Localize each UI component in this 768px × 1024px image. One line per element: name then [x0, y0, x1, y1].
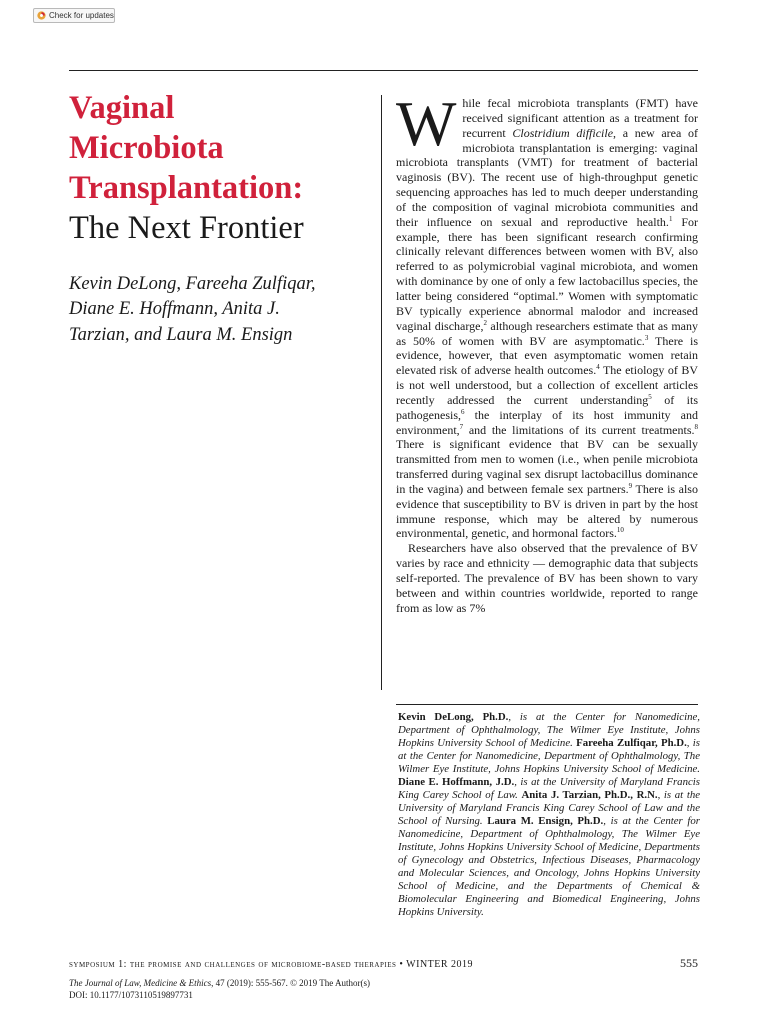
footnote-ref[interactable]: 4 — [596, 363, 600, 372]
footnote-ref[interactable]: 5 — [648, 392, 652, 401]
check-for-updates-badge[interactable] — [33, 8, 115, 23]
title-line-2: Microbiota — [69, 130, 224, 166]
text-run: hile fecal microbiota transplants (FMT) have received significant attention as a treatment for recurrent — [462, 96, 698, 140]
affiliation-text: , is at the Center for Nanomedicine, Department of Ophthalmology, The Wilmer Eye Institute, Johns Hopkins University School of Medicine, Departments of Gynecology and Obstetrics, Infectious Diseases, Pharmacology and Molecular Sciences, and Oncology, Johns Hopkins University School of Medicine, and the Departments of Chemical & Biomolecular Engineering and Biomedical Engineering, Johns Hopkins University. — [398, 815, 700, 918]
page-number: 555 — [680, 956, 698, 970]
paragraph-1 — [396, 96, 698, 541]
doi-link[interactable]: DOI: 10.1177/1073110519897731 — [69, 990, 193, 1000]
text-run: There is significant evidence that BV can be sexually transmitted from men to women (i.e., when penile microbiota transferred during vaginal sex disrupt lactobacillus dominance in the vagina) and between female sex partners. — [396, 437, 698, 496]
author-name: Laura M. Ensign, Ph.D. — [487, 815, 604, 827]
text-run: and the limitations of its current treatments. — [463, 422, 695, 437]
footnote-ref[interactable]: 1 — [668, 214, 673, 223]
text-run: the interplay of its host immunity and environment, — [396, 407, 698, 437]
title-block — [69, 88, 374, 348]
footnote-ref[interactable]: 2 — [483, 318, 487, 327]
author-name: Kevin DeLong, Ph.D. — [398, 711, 509, 723]
author-name: Fareeha Zulfiqar, Ph.D. — [576, 737, 687, 749]
affiliation-text: , is at the Center for Nanomedicine, Department of Ophthalmology, The Wilmer Eye Institute, Johns Hopkins University School of Medicine. — [398, 737, 700, 775]
text-run: There is also evidence that susceptibility to BV is driven in part by the host immune response, which may be altered by numerous environmental, genetic, and hormonal factors. — [396, 481, 698, 541]
author-list — [69, 272, 374, 348]
badge-label: Check for updates — [49, 11, 114, 20]
citation-details: , 47 (2019): 555-567. © 2019 The Author(s) — [211, 978, 370, 988]
author-line-3: Tarzian, and Laura M. Ensign — [69, 324, 293, 345]
text-run: although researchers estimate that as many as 50% of women with BV are asymptomatic. — [396, 318, 698, 348]
text-run: For example, there has been significant research confirming clinically relevant differences between women with BV, also referred to as polymicrobial vaginal microbiota, and women with dominance by one of only a few lactobacillus species, the latter being considered “optimal.” Women with symptomatic BV typically experience abnormal malodor and increased vaginal discharge, — [396, 214, 698, 333]
symposium-title: symposium 1: the promise and challenges of microbiome-based therapies — [69, 959, 397, 970]
footnote-ref[interactable]: 9 — [628, 481, 633, 490]
running-head — [69, 959, 629, 970]
issue-season: • WINTER 2019 — [396, 959, 474, 970]
column-divider — [381, 95, 382, 690]
footnote-ref[interactable]: 7 — [459, 422, 464, 431]
journal-name: The Journal of Law, Medicine & Ethics — [69, 978, 212, 988]
author-name: Diane E. Hoffmann, J.D. — [398, 776, 515, 788]
text-run: of its pathogenesis, — [396, 392, 698, 422]
top-rule — [69, 70, 698, 71]
text-run: , a new area of microbiota transplantation is emerging: vaginal microbiota transplants (VMT) for treatment of bacterial vaginosis (BV). The recent use of high-throughput genetic sequencing approaches has led to much deeper understanding of the composition of vaginal microbiota communities and their influence on sexual and reproductive health. — [396, 125, 698, 229]
species-name: Clostridium difficile — [512, 125, 614, 140]
author-name: Anita J. Tarzian, Ph.D., R.N. — [521, 789, 658, 801]
author-line-2: Diane E. Hoffmann, Anita J. — [69, 299, 280, 320]
journal-citation — [69, 977, 370, 1001]
citation-line — [69, 977, 370, 989]
footnote-ref[interactable]: 10 — [616, 526, 624, 535]
article-body — [396, 96, 698, 686]
title-line-3: Transplantation: — [69, 170, 304, 206]
title-line-1: Vaginal — [69, 90, 175, 126]
affiliation-text: , is at the University of Maryland Francis King Carey School of Law and the School of Nursing. — [398, 789, 700, 827]
drop-cap: W — [396, 96, 457, 159]
author-line-1: Kevin DeLong, Fareeha Zulfiqar, — [69, 274, 316, 294]
footnote-ref[interactable]: 8 — [694, 422, 698, 431]
text-run: The etiology of BV is not well understood, but a collection of excellent articles recently addressed the current understanding — [396, 363, 698, 407]
footnote-ref[interactable]: 6 — [461, 407, 465, 416]
paragraph-2: Researchers have also observed that the prevalence of BV varies by race and ethnicity — demographic data that subjects self-reported. The prevalence of BV has been shown to vary between and within countries worldwide, reported to range from as low as 7% — [396, 541, 698, 615]
affiliation-text: , is at the University of Maryland Francis King Carey School of Law. — [398, 776, 700, 801]
author-affiliations — [398, 711, 700, 936]
crossmark-icon — [37, 11, 46, 20]
footnote-rule — [396, 704, 698, 705]
affiliation-text: , is at the Center for Nanomedicine, Department of Ophthalmology, The Wilmer Eye Institute, Johns Hopkins University School of Medicine. — [398, 711, 700, 749]
title-subtitle: The Next Frontier — [69, 210, 304, 246]
footnote-ref[interactable]: 3 — [644, 333, 649, 342]
text-run: There is evidence, however, that even asymptomatic women retain elevated risk of adverse health outcomes. — [396, 333, 698, 378]
